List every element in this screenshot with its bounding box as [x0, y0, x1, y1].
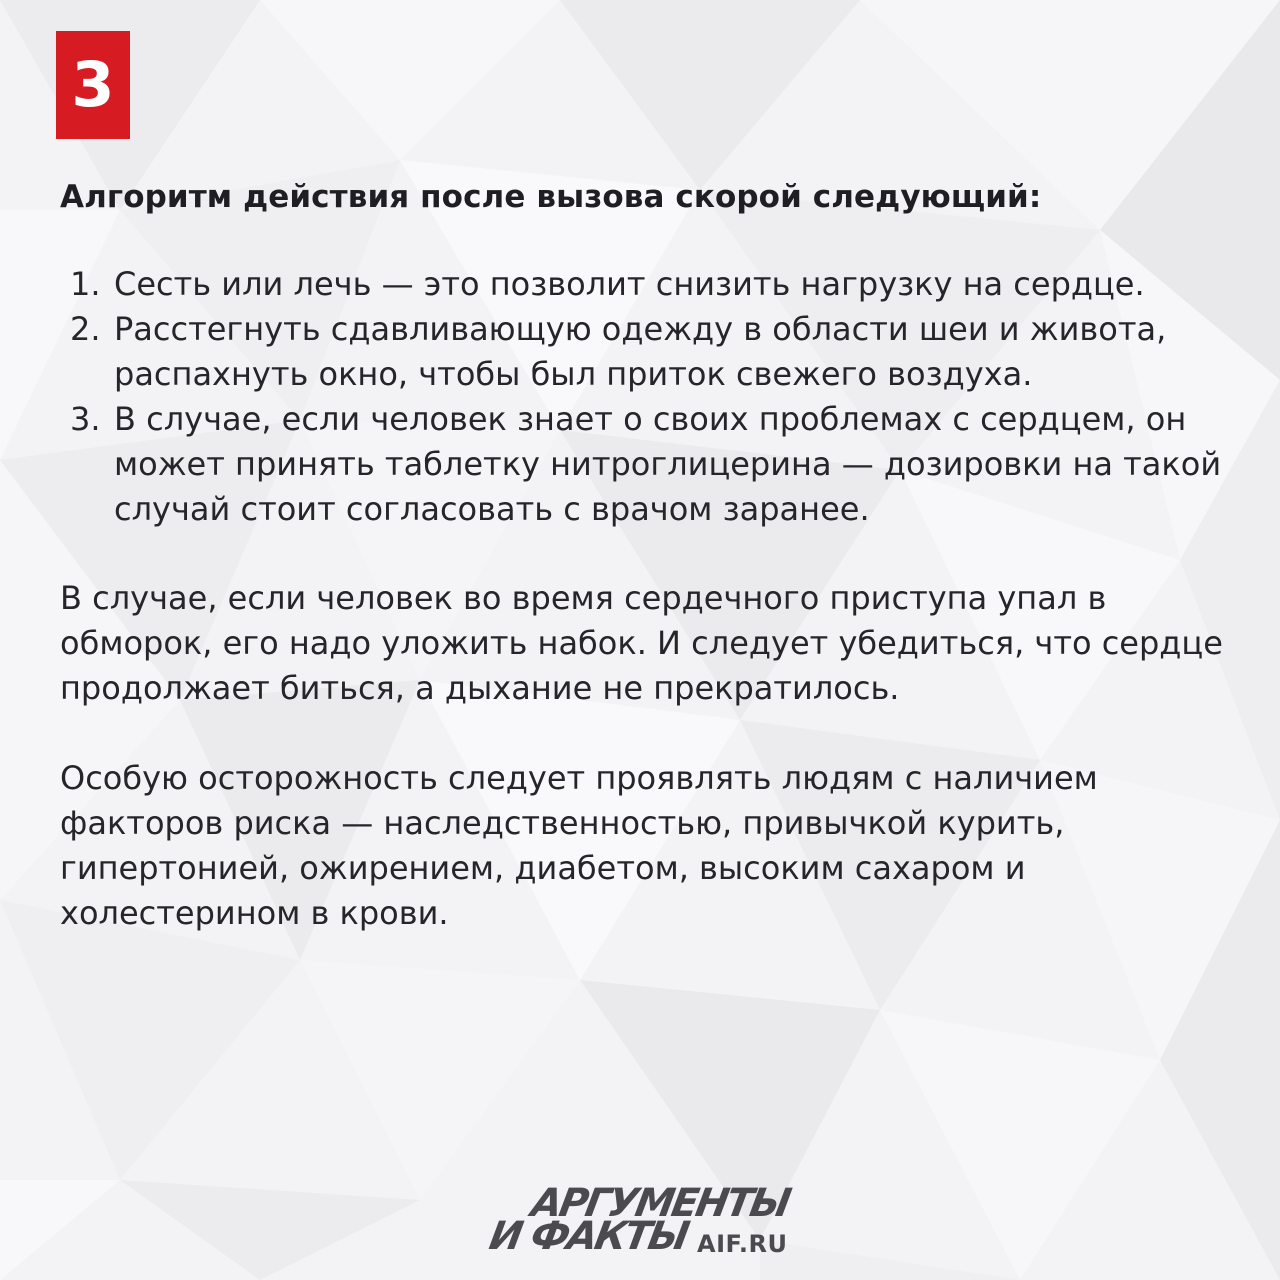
step-number: 3 [71, 48, 115, 121]
list-item-number: 3. [70, 400, 101, 438]
list-item-text: Расстегнуть сдавливающую одежду в области шеи и живота, распахнуть окно, чтобы был приток свежего воздуха. [114, 310, 1167, 393]
paragraph-risk-factors: Особую осторожность следует проявлять людям с наличием факторов риска — наследственностью, привычкой курить, гипертонией, ожирением, диабетом, высоким сахаром и холестерином в крови. [60, 759, 1098, 932]
step-number-badge [56, 31, 130, 139]
main-content [60, 172, 1230, 936]
aif-logo [486, 1181, 820, 1259]
logo-line-2: И ФАКТЫ [486, 1214, 691, 1259]
list-item-text: В случае, если человек знает о своих проблемах с сердцем, он может принять таблетку нитроглицерина — дозировки на такой случай стоит согласовать с врачом заранее. [114, 400, 1222, 528]
list-item-text: Сесть или лечь — это позволит снизить нагрузку на сердце. [114, 265, 1145, 303]
list-item [60, 262, 1230, 307]
logo-line-1: АРГУМЕНТЫ [528, 1181, 793, 1226]
list-item-number: 1. [70, 265, 101, 303]
paragraph-fainting: В случае, если человек во время сердечного приступа упал в обморок, его надо уложить набок. И следует убедиться, что сердце продолжает биться, а дыхание не прекратилось. [60, 579, 1223, 707]
list-item [60, 397, 1230, 532]
page-title: Алгоритм действия после вызова скорой следующий: [60, 179, 1042, 215]
list-item [60, 307, 1230, 397]
logo-site: AIF.RU [697, 1230, 788, 1258]
steps-list [60, 262, 1230, 532]
list-item-number: 2. [70, 310, 101, 348]
